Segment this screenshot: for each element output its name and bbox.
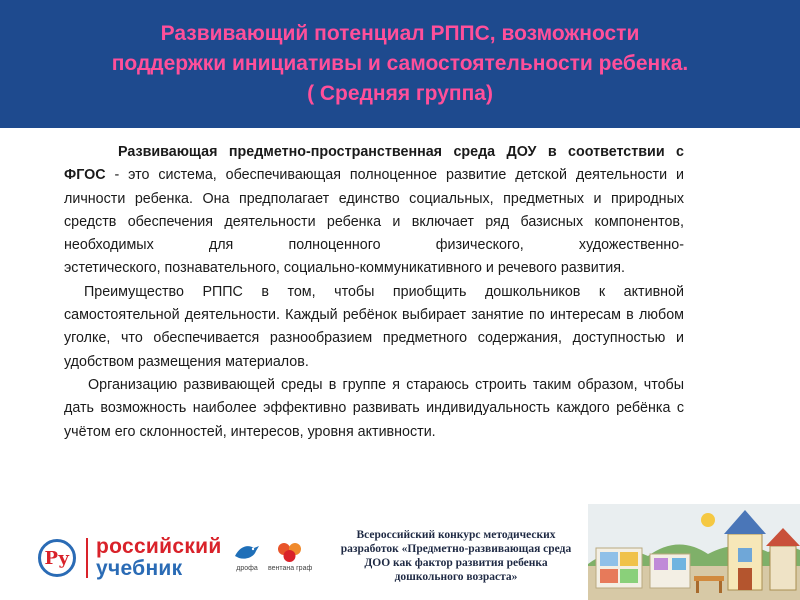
partner-ventana <box>268 540 312 572</box>
ventana-icon <box>275 540 305 564</box>
logo-line-1: российский <box>96 535 222 558</box>
logo-divider <box>86 538 88 578</box>
title-line-2: поддержки инициативы и самостоятельности ребенка. <box>111 52 689 75</box>
title-line-1: Развивающий потенциал РППС, возможности <box>160 22 640 45</box>
partner-caption: дрофа <box>236 565 258 572</box>
intro-lead: Развивающая предметно-пространственная среда ДОУ в соответствии с ФГОС <box>64 144 684 184</box>
contest-line: разработок «Предметно-развивающая среда <box>340 543 572 555</box>
drofa-bird-icon <box>232 540 262 564</box>
contest-line: дошкольного возраста» <box>394 571 518 583</box>
contest-line: Всероссийский конкурс методических <box>356 529 556 541</box>
paragraph-intro <box>64 141 684 257</box>
contest-line: ДОО как фактор развития ребенка <box>364 557 548 569</box>
ru-badge-icon: Ру <box>38 539 76 577</box>
partner-caption: вентана граф <box>268 565 313 572</box>
slide-body <box>64 141 684 444</box>
title-line-3: ( Средняя группа) <box>307 82 493 105</box>
paragraph-organization: Организацию развивающей среды в группе я стараюсь строить таким образом, чтобы дать возможность наиболее эффективно развивать индивидуальность каждого ребёнка с учётом его склонностей, интересов, уровня активности. <box>64 376 684 440</box>
intro-text: - это система, обеспечивающая полноценное развитие детской деятельности и личности ребенка. Она предполагает единство социальных, предметных и природных средств обеспечения деятельности ребенка и включает ряд базисных компонентов, необходимых для полноценного физического, художественно- <box>64 167 684 254</box>
partner-drofa <box>232 540 262 572</box>
paragraph-advantage: Преимущество РППС в том, чтобы приобщить дошкольников к активной самостоятельной деятельности. Каждый ребёнок выбирает занятие по интересам в любом уголке, что обеспечивается разнообразием предметного содержания, доступностью и удобством размещения материалов. <box>64 283 684 370</box>
title-banner <box>0 0 800 128</box>
logo-line-2: учебник <box>96 557 183 580</box>
rossiysky-uchebnik-logo <box>38 536 222 580</box>
playroom-photo <box>588 504 800 600</box>
contest-caption <box>325 528 587 584</box>
paragraph-intro-last-line: эстетического, познавательного, социально-коммуникативного и речевого развития. <box>64 260 625 277</box>
